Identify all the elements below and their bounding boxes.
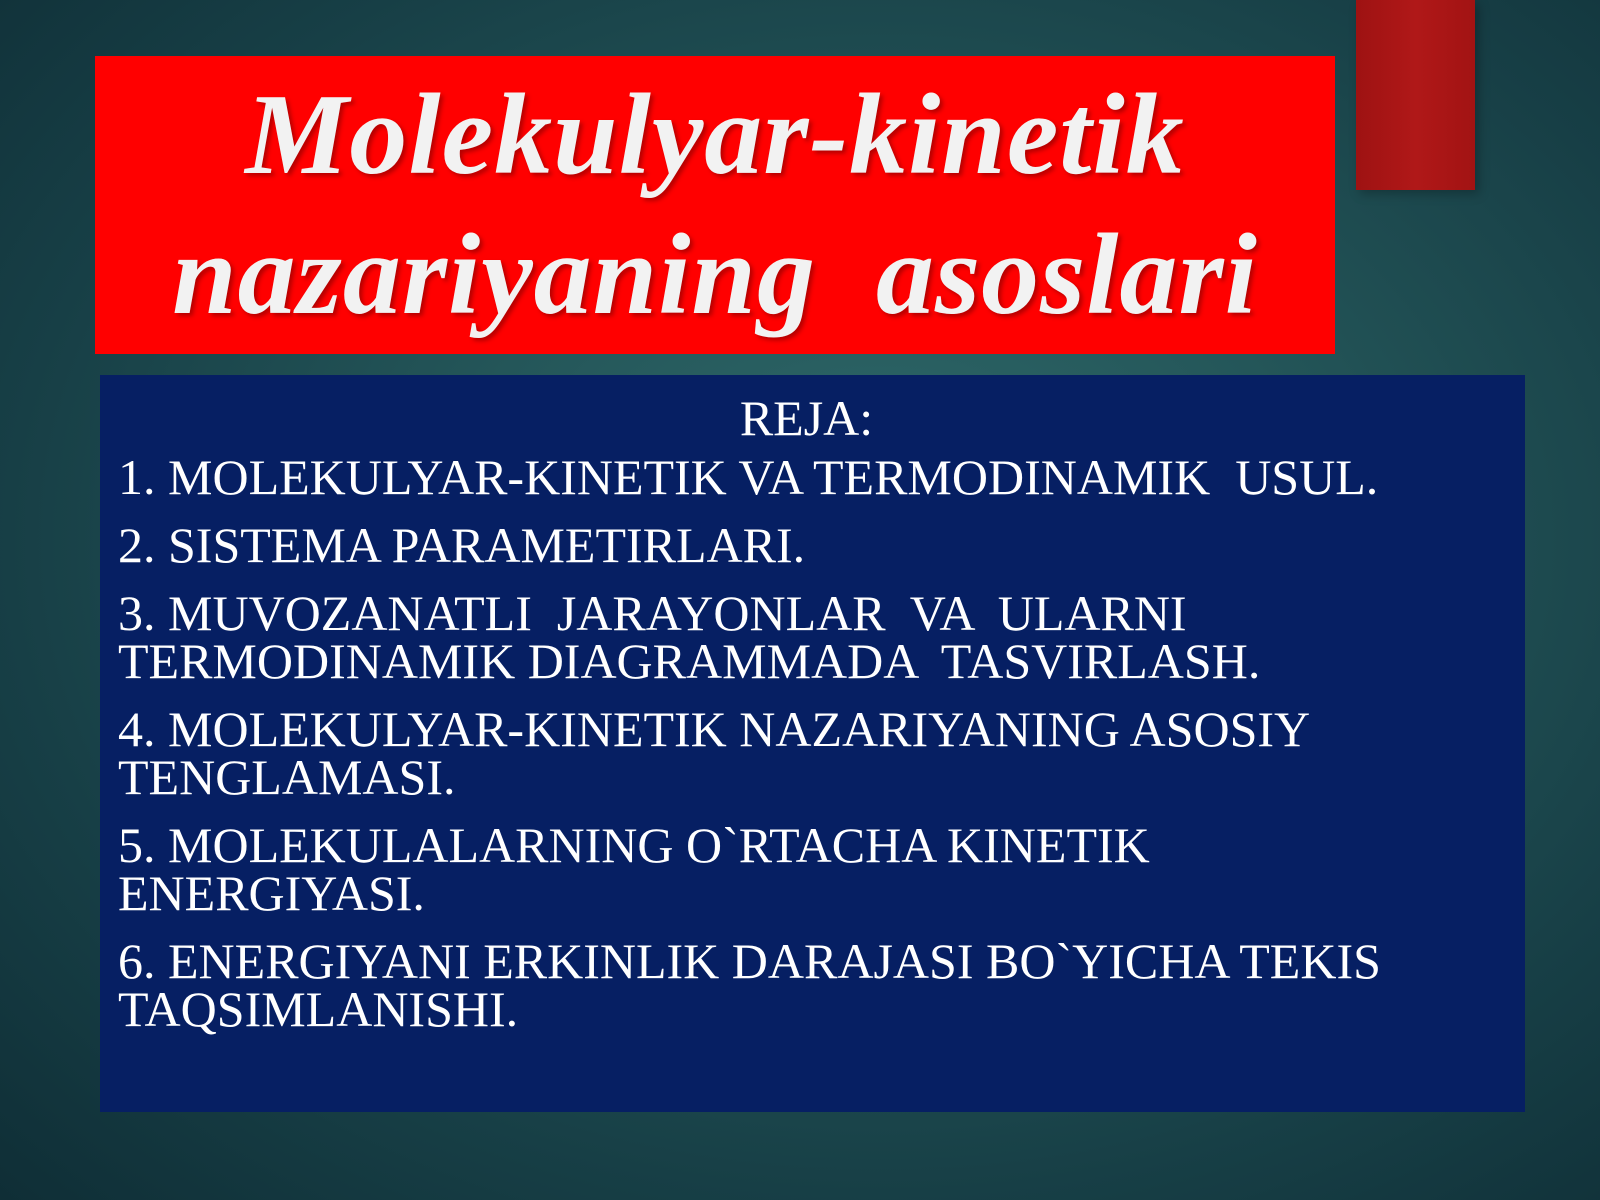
plan-item-1: 1. MOLEKULYAR-KINETIK VA TERMODINAMIK USUL. [118, 449, 1379, 505]
plan-item-3: 3. MUVOZANATLI JARAYONLAR VA ULARNI TERMODINAMIK DIAGRAMMADA TASVIRLASH. [118, 585, 1261, 689]
plan-item-2: 2. SISTEMA PARAMETIRLARI. [118, 517, 806, 573]
slide-title-line-2: nazariyaning asoslari [172, 211, 1258, 339]
plan-heading: REJA: [739, 390, 874, 446]
plan-item-4: 4. MOLEKULYAR-KINETIK NAZARIYANING ASOSIY TENGLAMASI. [118, 701, 1311, 805]
plan-item-6: 6. ENERGIYANI ERKINLIK DARAJASI BO`YICHA TEKIS TAQSIMLANISHI. [118, 933, 1381, 1037]
plan-item-5: 5. MOLEKULALARNING O`RTACHA KINETIK ENERGIYASI. [118, 817, 1150, 921]
corner-accent-bar [1356, 0, 1475, 190]
title-box [95, 56, 1335, 354]
plan-box [100, 375, 1525, 1112]
slide-title-line-1: Molekulyar-kinetik [245, 71, 1185, 199]
plan-list [118, 449, 1505, 1037]
